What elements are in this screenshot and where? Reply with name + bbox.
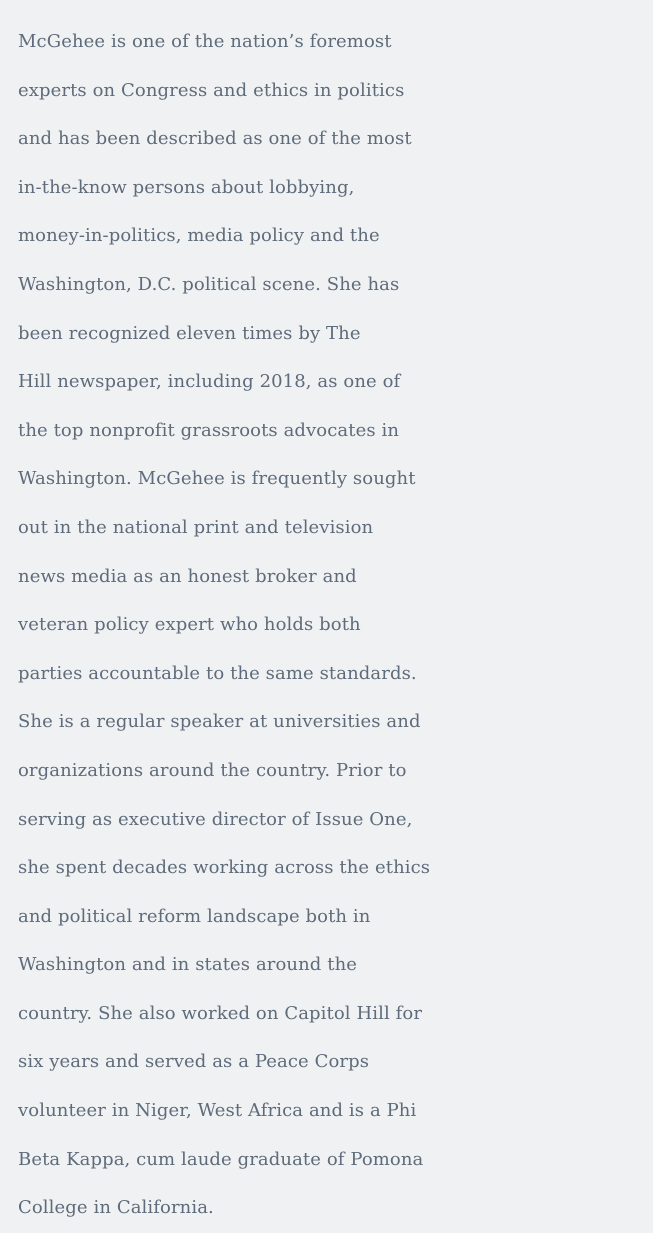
bio-line: out in the national print and television	[18, 516, 374, 538]
bio-line: McGehee is one of the nation’s foremost	[18, 31, 392, 52]
bio-line: and political reform landscape both in	[18, 905, 371, 927]
bio-line: country. She also worked on Capitol Hill for	[18, 1002, 423, 1024]
bio-line: parties accountable to the same standards.	[18, 662, 417, 684]
bio-paragraph	[18, 18, 648, 1233]
bio-line: and has been described as one of the most	[18, 128, 412, 150]
bio-line: Beta Kappa, cum laude graduate of Pomona	[18, 1148, 424, 1170]
bio-line: She is a regular speaker at universities and	[18, 711, 421, 733]
bio-line: Hill newspaper, including 2018, as one of	[18, 371, 401, 393]
bio-line: serving as executive director of Issue One,	[18, 808, 413, 830]
bio-line: veteran policy expert who holds both	[18, 614, 361, 636]
bio-line: she spent decades working across the ethics	[18, 857, 431, 879]
bio-line: Washington, D.C. political scene. She has	[18, 273, 400, 295]
bio-line: College in California.	[18, 1197, 214, 1219]
bio-line: Washington. McGehee is frequently sought	[18, 468, 416, 490]
bio-line: experts on Congress and ethics in politics	[18, 79, 405, 101]
bio-line: volunteer in Niger, West Africa and is a Phi	[18, 1100, 417, 1122]
bio-line: money-in-politics, media policy and the	[18, 225, 380, 247]
bio-line: been recognized eleven times by The	[18, 322, 361, 344]
bio-line: the top nonprofit grassroots advocates in	[18, 419, 400, 441]
bio-line: organizations around the country. Prior to	[18, 759, 407, 781]
bio-line: news media as an honest broker and	[18, 565, 357, 587]
bio-line: Washington and in states around the	[18, 954, 358, 976]
bio-line: in-the-know persons about lobbying,	[18, 176, 355, 198]
bio-line: six years and served as a Peace Corps	[18, 1051, 370, 1073]
